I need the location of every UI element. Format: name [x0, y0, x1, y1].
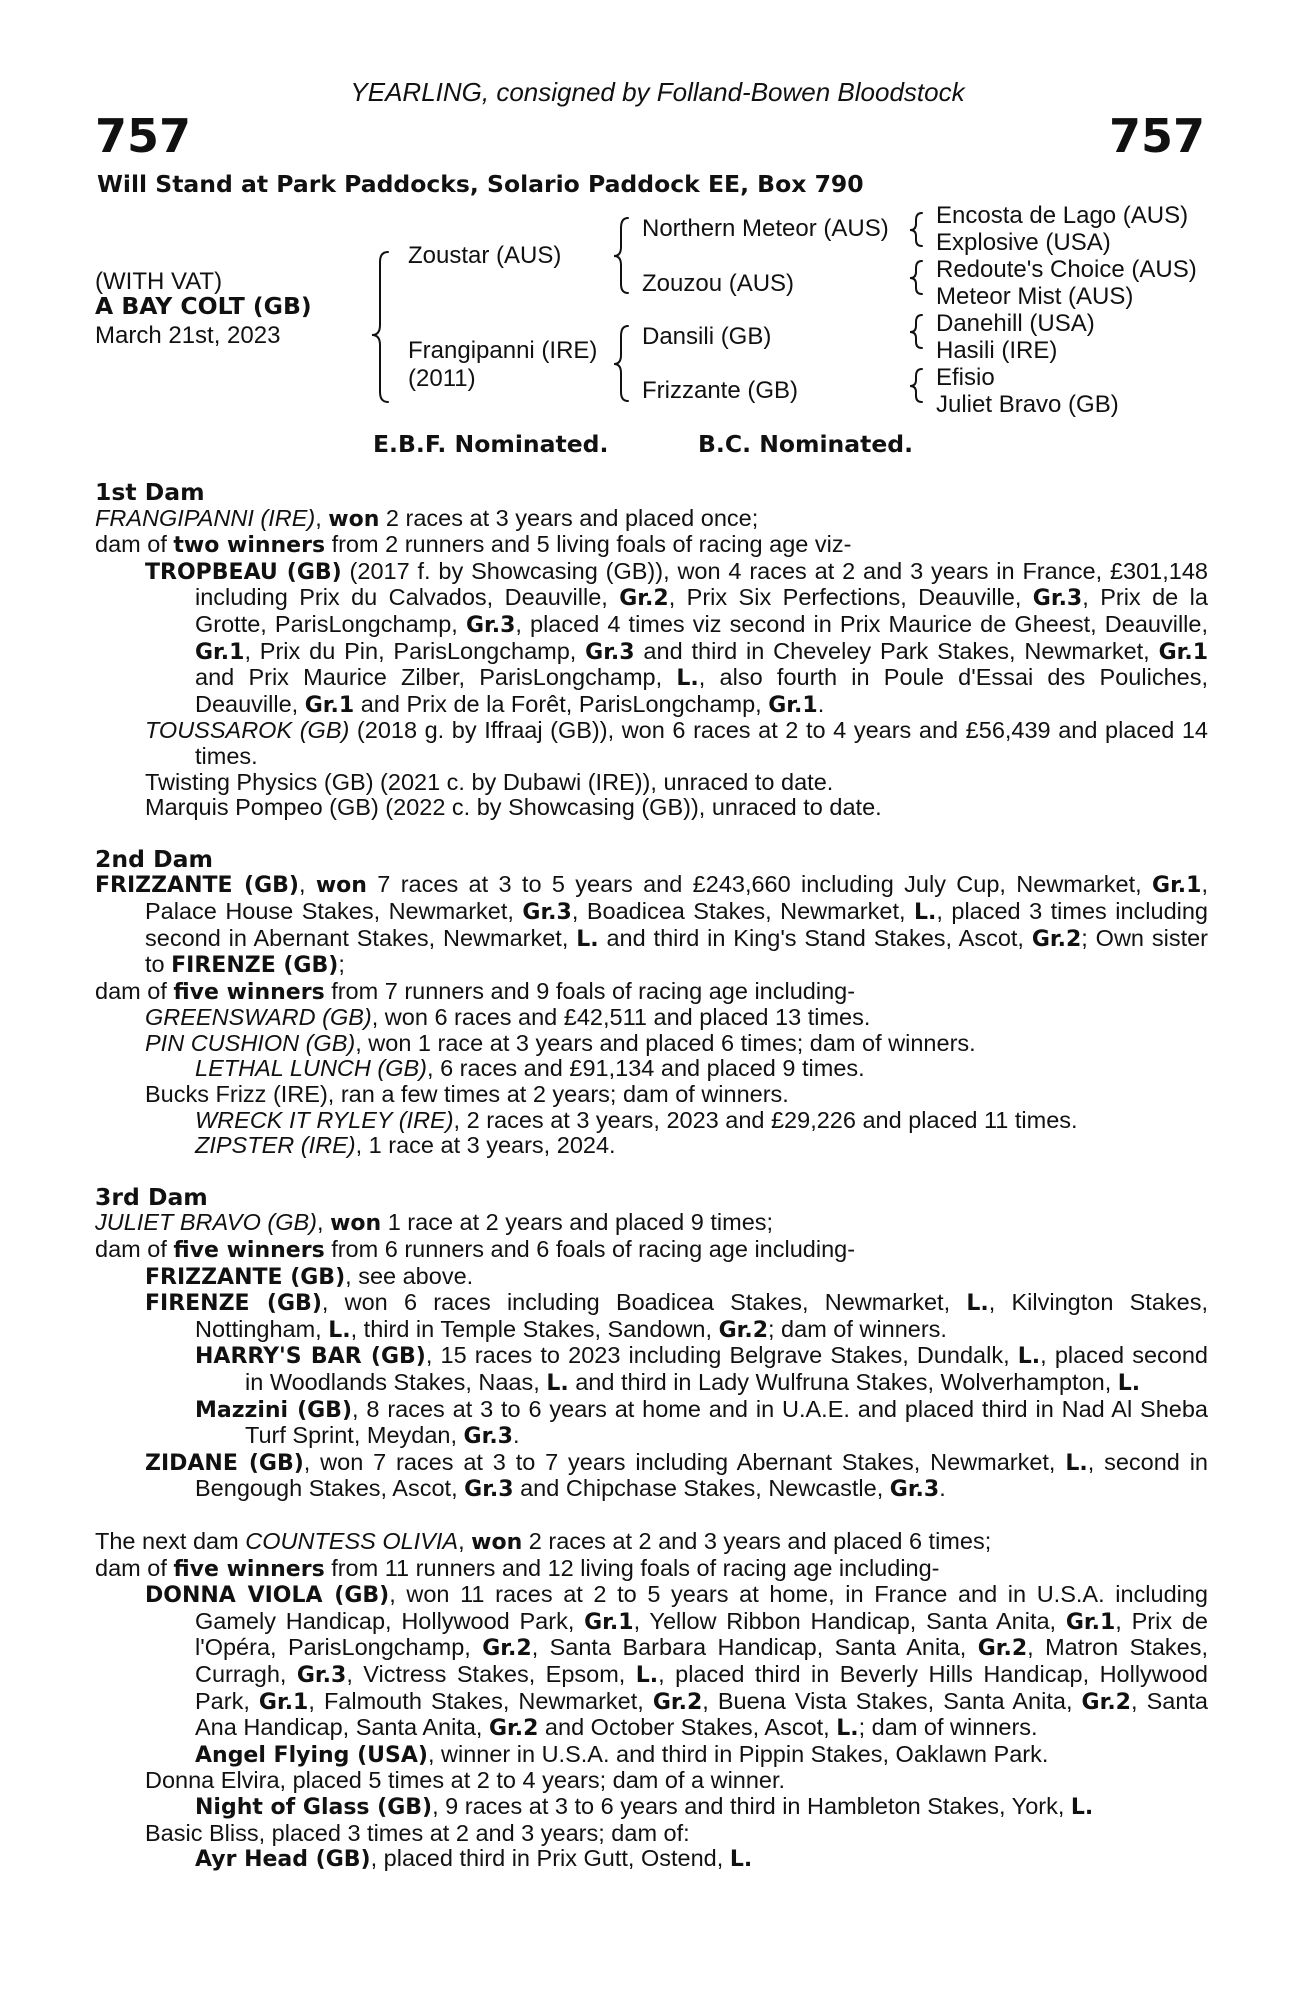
pedigree-sire-dam: Zouzou (AUS) [642, 270, 795, 297]
next-dam-record: The next dam COUNTESS OLIVIA, won 2 races at 2 and 3 years and placed 6 times; [95, 1527, 992, 1555]
stabling-location: Will Stand at Park Paddocks, Solario Paddock EE, Box 790 [97, 170, 864, 198]
lot-number-right: 757 [1108, 109, 1205, 163]
pedigree-g3: Redoute's Choice (AUS) [936, 256, 1197, 283]
pedigree-g4: Meteor Mist (AUS) [936, 283, 1134, 310]
foaling-date: March 21st, 2023 [95, 322, 281, 349]
produce-entry: Ayr Head (GB), placed third in Prix Gutt, Ostend, L. [195, 1845, 753, 1873]
pedigree-sire: Zoustar (AUS) [408, 242, 562, 269]
produce-entry: LETHAL LUNCH (GB), 6 races and £91,134 and placed 9 times. [195, 1055, 865, 1082]
produce-entry: Basic Bliss, placed 3 times at 2 and 3 years; dam of: [145, 1819, 690, 1846]
produce-entry: TOUSSAROK (GB) (2018 g. by Iffraaj (GB)), won 6 races at 2 to 4 years and £56,439 and placed 14 times. [145, 717, 1208, 769]
vat-note: (WITH VAT) [95, 268, 223, 295]
dam-record: JULIET BRAVO (GB), won 1 race at 2 years and placed 9 times; [95, 1209, 774, 1237]
first-dam-heading: 1st Dam [95, 478, 205, 506]
ebf-nomination: E.B.F. Nominated. [373, 430, 609, 458]
pedigree-dam-sire: Dansili (GB) [642, 323, 772, 350]
produce-entry: TROPBEAU (GB) (2017 f. by Showcasing (GB)), won 4 races at 2 and 3 years in France, £301,148 including Prix du Calvados, Deauville, Gr.2, Prix Six Perfections, Deauville, Gr.3, Prix de la Grotte, ParisLongchamp, Gr.3, placed 4 times viz second in Prix Maurice de Gheest, Deauville, Gr.1, Prix du Pin, ParisLongchamp, Gr.3 and third in Cheveley Park Stakes, Newmarket, Gr.1 and Prix Maurice Zilber, ParisLongchamp, L., also fourth in Poule d'Essai des Pouliches, Deauville, Gr.1 and Prix de la Forêt, ParisLongchamp, Gr.1. [145, 557, 1209, 718]
catalogue-subtitle: YEARLING, consigned by Folland-Bowen Bloodstock [350, 77, 965, 107]
third-dam-heading: 3rd Dam [95, 1182, 208, 1211]
dam-produce-summary: dam of two winners from 2 runners and 5 living foals of racing age viz- [95, 531, 852, 559]
pedigree-g8: Juliet Bravo (GB) [936, 391, 1119, 418]
pedigree-g6: Hasili (IRE) [936, 337, 1058, 364]
produce-entry: Marquis Pompeo (GB) (2022 c. by Showcasing (GB)), unraced to date. [145, 794, 882, 821]
produce-entry: ZIPSTER (IRE), 1 race at 3 years, 2024. [195, 1132, 616, 1159]
produce-entry: ZIDANE (GB), won 7 races at 3 to 7 years including Abernant Stakes, Newmarket, L., second in Bengough Stakes, Ascot, Gr.3 and Chipchase Stakes, Newcastle, Gr.3. [145, 1448, 1208, 1503]
bc-nomination: B.C. Nominated. [698, 430, 914, 458]
pedigree-g2: Explosive (USA) [936, 229, 1111, 256]
produce-entry: WRECK IT RYLEY (IRE), 2 races at 3 years, 2023 and £29,226 and placed 11 times. [195, 1106, 1078, 1133]
produce-entry: FIRENZE (GB), won 6 races including Boadicea Stakes, Newmarket, L., Kilvington Stakes, Nottingham, L., third in Temple Stakes, Sandown, Gr.2; dam of winners. [145, 1289, 1208, 1343]
dam-produce-summary: dam of five winners from 11 runners and 12 living foals of racing age including- [95, 1554, 940, 1582]
lot-number-left: 757 [95, 109, 192, 163]
produce-entry: Mazzini (GB), 8 races at 3 to 6 years at home and in U.A.E. and placed third in Nad Al Sheba Turf Sprint, Meydan, Gr.3. [195, 1395, 1208, 1450]
pedigree-g7: Efisio [936, 364, 995, 391]
dam-record: FRIZZANTE (GB), won 7 races at 3 to 5 years and £243,660 including July Cup, Newmarket, Gr.1, Palace House Stakes, Newmarket, Gr.3, Boadicea Stakes, Newmarket, L., placed 3 times including second in Abernant Stakes, Newmarket, L. and third in King's Stand Stakes, Ascot, Gr.2; Own sister to FIRENZE (GB); [95, 871, 1209, 979]
pedigree-g1: Encosta de Lago (AUS) [936, 202, 1189, 229]
produce-entry: Twisting Physics (GB) (2021 c. by Dubawi (IRE)), unraced to date. [145, 768, 834, 795]
produce-entry: DONNA VIOLA (GB), won 11 races at 2 to 5 years at home, in France and in U.S.A. including Gamely Handicap, Hollywood Park, Gr.1, Yellow Ribbon Handicap, Santa Anita, Gr.1, Prix de l'Opéra, ParisLongchamp, Gr.2, Santa Barbara Handicap, Santa Anita, Gr.2, Matron Stakes, Curragh, Gr.3, Victress Stakes, Epsom, L., placed third in Beverly Hills Handicap, Hollywood Park, Gr.1, Falmouth Stakes, Newmarket, Gr.2, Buena Vista Stakes, Santa Anita, Gr.2, Santa Ana Handicap, Santa Anita, Gr.2 and October Stakes, Ascot, L.; dam of winners. [145, 1581, 1208, 1742]
second-dam-heading: 2nd Dam [95, 844, 213, 873]
produce-entry: Night of Glass (GB), 9 races at 3 to 6 years and third in Hambleton Stakes, York, L. [195, 1792, 1094, 1820]
produce-entry: Angel Flying (USA), winner in U.S.A. and third in Pippin Stakes, Oaklawn Park. [195, 1740, 1049, 1768]
produce-entry: Donna Elvira, placed 5 times at 2 to 4 years; dam of a winner. [145, 1767, 786, 1794]
lot-title: A BAY COLT (GB) [95, 292, 312, 320]
produce-entry: FRIZZANTE (GB), see above. [145, 1262, 474, 1290]
produce-entry: PIN CUSHION (GB), won 1 race at 3 years and placed 6 times; dam of winners. [145, 1029, 976, 1056]
pedigree-dam-year: (2011) [408, 365, 476, 392]
dam-produce-summary: dam of five winners from 7 runners and 9 foals of racing age including- [95, 977, 856, 1005]
produce-entry: Bucks Frizz (IRE), ran a few times at 2 years; dam of winners. [145, 1081, 789, 1108]
pedigree-sire-sire: Northern Meteor (AUS) [642, 215, 889, 242]
pedigree-dam: Frangipanni (IRE) [408, 337, 598, 364]
pedigree-dam-dam: Frizzante (GB) [642, 377, 799, 404]
pedigree-g5: Danehill (USA) [936, 310, 1095, 337]
dam-produce-summary: dam of five winners from 6 runners and 6 foals of racing age including- [95, 1236, 856, 1264]
produce-record [95, 480, 1208, 1873]
produce-entry: GREENSWARD (GB), won 6 races and £42,511 and placed 13 times. [145, 1004, 871, 1031]
produce-entry: HARRY'S BAR (GB), 15 races to 2023 including Belgrave Stakes, Dundalk, L., placed second in Woodlands Stakes, Naas, L. and third in Lady Wulfruna Stakes, Wolverhampton, L. [195, 1342, 1208, 1396]
dam-record: FRANGIPANNI (IRE), won 2 races at 3 years and placed once; [95, 504, 759, 532]
